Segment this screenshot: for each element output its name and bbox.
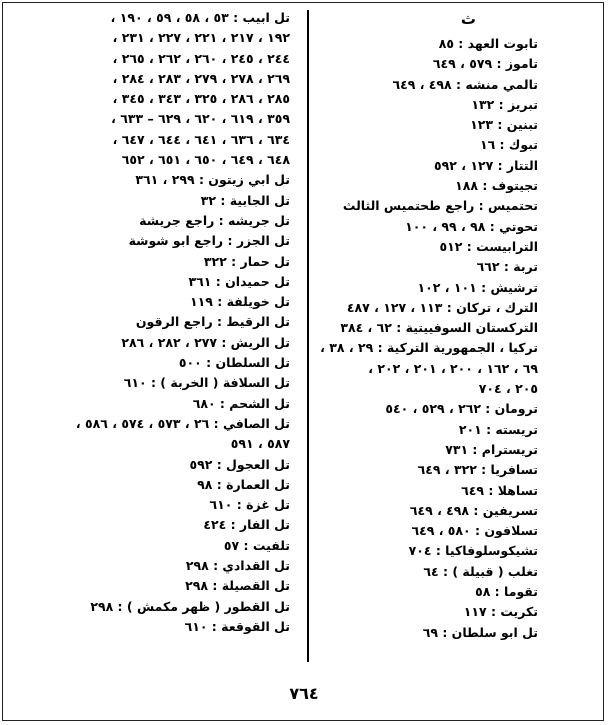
left-entries (6, 8, 290, 637)
index-entry: ٦٤٨ ، ٦٤٩ ، ٦٥٠ ، ٦٥١ ، ٦٥٢ (121, 152, 290, 168)
index-entry: تل الجزر : راجع ابو شوشة (128, 233, 290, 249)
index-entry: الترك ، تركان : ١١٣ ، ١٢٧ ، ٤٨٧ (346, 299, 538, 315)
index-entry: تكريت : ١١٧ (463, 604, 538, 620)
index-entry: تشيكوسلوفاكيا : ٧٠٤ (408, 543, 538, 559)
index-entry: تريسترام : ٧٣١ (445, 441, 538, 457)
index-entry: تحوتي : ٩٨ ، ٩٩ ، ١٠٠ (405, 218, 538, 234)
index-entry: ٢٤٤ ، ٢٤٥ ، ٢٦٠ ، ٢٦٢ ، ٢٦٥ ، (112, 50, 290, 66)
index-entry: تسافريا : ٣٢٢ ، ٦٤٩ (417, 462, 538, 478)
index-entry: تل ابيب : ٥٣ ، ٥٨ ، ٥٩ ، ١٩٠ ، (110, 10, 290, 25)
column-divider (307, 10, 309, 662)
index-entry: تربة : ٦٦٢ (476, 259, 538, 275)
index-entry: ٣٥٩ ، ٦١٩ ، ٦٢٠ ، ٦٢٩ – ٦٣٣ ، (111, 111, 290, 127)
index-entry: تل الفار : ٤٢٤ (203, 517, 290, 533)
index-entry: ٦٣٤ ، ٦٣٦ ، ٦٤١ ، ٦٤٤ ، ٦٤٧ ، (112, 131, 290, 147)
index-entry: ٢٨٥ ، ٢٨٦ ، ٣٢٥ ، ٣٤٣ ، ٣٤٥ ، (112, 91, 290, 107)
index-entry: تل القطور ( ظهر مكمش ) : ٢٩٨ (90, 598, 290, 614)
index-entry: تركيا ، الجمهورية التركية : ٢٩ ، ٣٨ ، (320, 340, 538, 356)
index-entry: تل القصيلة : ٢٩٨ (185, 578, 290, 594)
index-entry: تساهلا : ٦٤٩ (461, 482, 538, 498)
index-entry: الترابيست : ٥١٢ (439, 238, 538, 254)
index-entry: تجيتوف : ١٨٨ (455, 178, 538, 194)
index-entry: تل الرقيط : راجع الرقون (135, 314, 290, 330)
index-entry: تل خويلفة : ١١٩ (189, 294, 290, 310)
index-entry: تل الشحم : ٦٨٠ (192, 395, 290, 411)
section-letter: ث (460, 10, 476, 28)
index-entry: تبوك : ١٦ (479, 137, 538, 153)
index-entry: تقوما : ٥٨ (475, 584, 538, 600)
right-column (318, 8, 538, 643)
index-entry: تل السلافة ( الخربة ) : ٦١٠ (123, 375, 290, 391)
index-entry: تحتميس : راجع طحتميس الثالث (342, 198, 538, 214)
index-entry: تل ابي زيتون : ٢٩٩ ، ٣٦١ (135, 172, 290, 188)
index-entry: تل حمار : ٣٢٢ (203, 253, 290, 269)
index-entry: التركستان السوفييتية : ٦٢ ، ٣٨٤ (340, 320, 538, 336)
index-entry: تسلافون : ٥٨٠ ، ٦٤٩ (411, 523, 538, 539)
page-number: ٧٦٤ (289, 684, 319, 703)
index-entry: تابوت العهد : ٨٥ (438, 36, 538, 51)
index-entry: ٢٦٩ ، ٢٧٨ ، ٢٧٩ ، ٢٨٣ ، ٢٨٤ ، (112, 70, 290, 86)
right-entries (318, 34, 538, 643)
left-column (6, 8, 290, 637)
index-entry: تلفيت : ٥٧ (223, 537, 290, 553)
index-entry: تبريز : ١٣٢ (471, 96, 538, 112)
index-entry: تل الجابية : ٣٢ (200, 192, 290, 208)
index-entry: تالمي منشه : ٤٩٨ ، ٦٤٩ (392, 76, 538, 92)
index-entry: تبنين : ١٢٣ (470, 117, 538, 133)
index-entry: تل القوقعة : ٦١٠ (184, 618, 290, 634)
index-entry: ١٩٢ ، ٢١٧ ، ٢٢١ ، ٢٢٧ ، ٢٣١ ، (112, 30, 290, 46)
index-entry: ٥٨٧ ، ٥٩١ (230, 436, 290, 452)
index-entry: تل العمارة : ٩٨ (197, 476, 290, 492)
index-entry: تل السلطان : ٥٠٠ (178, 355, 290, 371)
index-entry: تل غزة : ٦١٠ (209, 497, 290, 513)
index-entry: ترومان : ٢٦٢ ، ٥٢٩ ، ٥٤٠ (385, 401, 538, 417)
index-entry: تل حميدان : ٣٦١ (188, 273, 290, 289)
index-entry: ٦٩ ، ١٦٢ ، ٢٠٠ ، ٢٠١ ، ٢٠٢ ، (368, 360, 538, 376)
index-entry: تل الصافي : ٢٦ ، ٥٧٣ ، ٥٧٤ ، ٥٨٦ ، (75, 415, 290, 431)
index-entry: التتار : ١٢٧ ، ٥٩٢ (433, 157, 538, 173)
index-entry: تريسته : ٢٠١ (458, 421, 538, 437)
index-entry: تل القدادي : ٢٩٨ (185, 558, 290, 574)
index-entry: ٢٠٥ ، ٧٠٤ (478, 381, 538, 397)
index-entry: تل العجول : ٥٩٢ (189, 456, 290, 472)
index-entry: تاموز : ٥٧٩ ، ٦٤٩ (432, 56, 538, 72)
index-entry: تل ابو سلطان : ٦٩ (422, 624, 538, 640)
index-entry: تسريفين : ٤٩٨ ، ٦٤٩ (409, 502, 538, 518)
index-entry: ترشيش : ١٠١ ، ١٠٢ (417, 279, 538, 295)
index-entry: تل الريش : ٢٧٧ ، ٢٨٢ ، ٢٨٦ (121, 334, 290, 350)
index-entry: تغلب ( قبيلة ) : ٦٤ (423, 563, 538, 579)
index-entry: تل جريشه : راجع جريشة (139, 212, 290, 228)
